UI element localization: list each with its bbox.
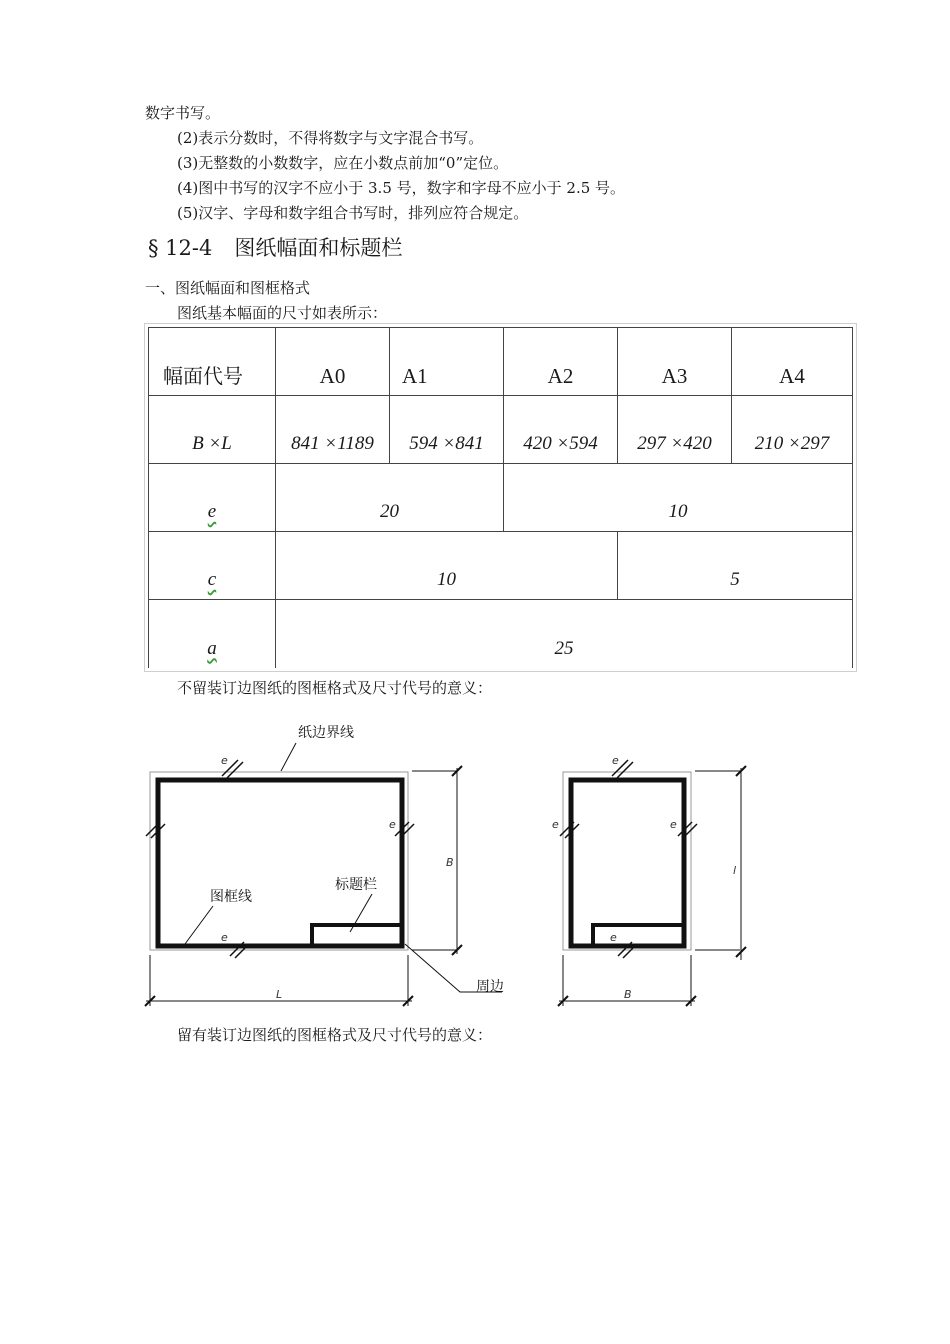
header-label-cell: 幅面代号 xyxy=(149,328,276,396)
rule-item-5: (5)汉字、字母和数字组合书写时，排列应符合规定。 xyxy=(177,204,529,222)
label-paper-border: 纸边界线 xyxy=(298,725,354,741)
label-periphery: 周边 xyxy=(476,979,504,995)
size-code-a4: A4 xyxy=(732,328,853,396)
tick-e-top-2 xyxy=(227,762,243,778)
tick-e-top-small-2 xyxy=(617,762,633,778)
bl-value-a1: 594 ×841 xyxy=(390,396,504,464)
size-code-a2: A2 xyxy=(504,328,618,396)
dim-e-right-small: e xyxy=(670,818,677,831)
section-title: 图纸幅面和标题栏 xyxy=(234,236,403,260)
size-code-a3: A3 xyxy=(618,328,732,396)
a-value-all: 25 xyxy=(276,600,853,668)
dim-l-label: l xyxy=(733,864,737,877)
a-symbol: a xyxy=(207,637,217,659)
figure-caption-with-binding: 留有装订边图纸的图框格式及尺寸代号的意义： xyxy=(177,1026,493,1044)
paper-border-line-small xyxy=(570,779,684,946)
table-intro: 图纸基本幅面的尺寸如表所示： xyxy=(177,304,388,322)
bl-value-a2: 420 ×594 xyxy=(504,396,618,464)
title-block-small xyxy=(593,925,684,946)
dim-e-bottom-small: e xyxy=(610,931,617,944)
rule-item-4: (4)图中书写的汉字不应小于 3.5 号，数字和字母不应小于 2.5 号。 xyxy=(177,179,626,197)
subsection-heading: 一、图纸幅面和图框格式 xyxy=(145,279,311,297)
left-drawing xyxy=(145,743,502,1006)
title-block xyxy=(312,925,402,946)
size-code-a0: A0 xyxy=(276,328,390,396)
e-symbol: e xyxy=(207,501,217,522)
frame-line-small xyxy=(571,780,684,946)
e-value-a2-a4: 10 xyxy=(504,464,853,532)
dim-e-top-small: e xyxy=(612,754,619,767)
dim-L-label: L xyxy=(276,988,283,1001)
bl-label-cell: B ×L xyxy=(149,396,276,464)
section-number: § 12-4 xyxy=(148,236,213,260)
dim-e-left-small: e xyxy=(552,818,559,831)
paper-border-line xyxy=(157,779,401,946)
dim-B-label: B xyxy=(446,856,454,869)
size-code-a1: A1 xyxy=(390,328,504,396)
c-value-a0-a2: 10 xyxy=(276,532,618,600)
right-drawing xyxy=(558,760,746,1006)
figure-caption-no-binding: 不留装订边图纸的图框格式及尺寸代号的意义： xyxy=(177,679,493,697)
leader-frame-line xyxy=(185,906,213,944)
paragraph-continuation: 数字书写。 xyxy=(145,104,221,122)
rule-item-3: (3)无整数的小数数字，应在小数点前加“0”定位。 xyxy=(177,154,509,172)
dim-e-bottom: e xyxy=(221,931,228,944)
bl-value-a3: 297 ×420 xyxy=(618,396,732,464)
label-title-block: 标题栏 xyxy=(335,877,377,893)
c-value-a3-a4: 5 xyxy=(618,532,853,600)
bl-value-a4: 210 ×297 xyxy=(732,396,853,464)
dim-e-right: e xyxy=(389,818,396,831)
rule-item-2: (2)表示分数时，不得将数字与文字混合书写。 xyxy=(177,129,484,147)
label-frame-line: 图框线 xyxy=(210,889,252,905)
e-value-a0-a1: 20 xyxy=(276,464,504,532)
leader-paper-border xyxy=(281,743,296,771)
c-symbol: c xyxy=(207,569,217,590)
dim-e-top: e xyxy=(221,754,228,767)
dim-B-small-label: B xyxy=(624,988,632,1001)
left-drawing-labels xyxy=(210,724,504,995)
right-drawing-dims xyxy=(552,754,736,1001)
bl-value-a0: 841 ×1189 xyxy=(276,396,390,464)
frame-line xyxy=(158,780,402,946)
